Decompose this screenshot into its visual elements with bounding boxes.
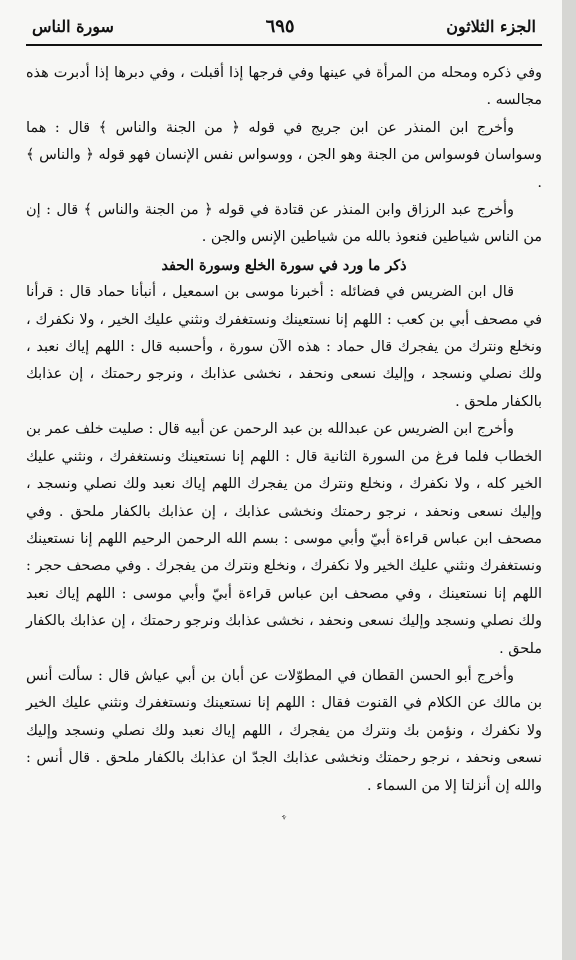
paragraph: وأخرج أبو الحسن القطان في المطوّلات عن أبان بن أبي عياش قال : سألت أنس بن مالك عن الكلام في القنوت فقال : اللهم إنا نستعينك ونستغفرك ونثني عليك الخير ولا نكفرك ، ونؤمن بك ونترك من يفجرك ، اللهم إياك نعبد ولك نصلي ونسجد وإليك نسعى ونحفد ، نرجو رحمتك ونخشى عذابك الجدّ ان عذابك بالكفار ملحق . قال أنس : والله إن أنزلتا إلا من السماء . bbox=[26, 667, 542, 794]
page-body bbox=[26, 60, 542, 800]
surah-title: سورة الناس bbox=[32, 17, 114, 36]
page-number: ٦٩٥ bbox=[265, 16, 295, 37]
page-edge bbox=[562, 0, 576, 960]
part-title: الجزء الثلاثون bbox=[446, 17, 536, 36]
paragraph: وأخرج عبد الرزاق وابن المنذر عن قتادة في قوله ﴿ من الجنة والناس ﴾ قال : إن من الناس شياطين فنعوذ بالله من شياطين الإنس والجن . bbox=[26, 202, 542, 246]
page-header bbox=[26, 16, 542, 46]
section-heading: ذكر ما ورد في سورة الخلع وسورة الحفد bbox=[161, 256, 407, 274]
paragraph: قال ابن الضريس في فضائله : أخبرنا موسى بن اسمعيل ، أنبأنا حماد قال : قرأنا في مصحف أبي بن كعب : اللهم إنا نستعينك ونستغفرك ونثني عليك الخير ، ولا نكفرك ، ونخلع ونترك من يفجرك قال حماد : هذه الآن سورة ، وأحسبه قال : اللهم إياك نعبد ، ولك نصلي ونسجد ، وإليك نسعى ونحفد ، نخشى عذابك ، ونرجو رحمتك ، إن عذابك بالكفار ملحق . bbox=[26, 284, 542, 410]
paragraph: وأخرج ابن المنذر عن ابن جريج في قوله ﴿ من الجنة والناس ﴾ قال : هما وسواسان فوسواس من الجنة وهو الجن ، ووسواس نفس الإنسان فهو قوله ﴿ والناس ﴾ . bbox=[26, 119, 542, 191]
footer-mark: ﮩ bbox=[281, 805, 287, 820]
paragraph: وأخرج ابن الضريس عن عبدالله بن عبد الرحمن عن أبيه قال : صليت خلف عمر بن الخطاب فلما فرغ من السورة الثانية قال : اللهم إنا نستعينك ونستغفرك ، ونثني عليك الخير كله ، ولا نكفرك ، ونخلع ونترك من يفجرك اللهم إياك نعبد ولك نصلي ونسجد ، وإليك نسعى ونحفد ، نرجو رحمتك ونخشى عذابك ، إن عذابك بالكفار ملحق . وفي مصحف ابن عباس قراءة أبيّ وأبي موسى : بسم الله الرحمن الرحيم اللهم إنا نستعينك ونستغفرك ونثني عليك الخير ولا نكفرك ، ونخلع ونترك من يفجرك . وفي مصحف حجر : اللهم إنا نستعينك ، وفي مصحف ابن عباس قراءة أبيّ وأبي موسى : اللهم إياك نعبد ولك نصلي ونسجد وإليك نسعى ونحفد ، نخشى عذابك ونرجو رحمتك ، إن عذابك بالكفار ملحق . bbox=[26, 421, 542, 657]
paragraph: وفي ذكره ومحله من المرأة في عينها وفي فرجها إذا أقبلت ، وفي دبرها إذا أدبرت هذه مجالسه . bbox=[26, 65, 542, 109]
